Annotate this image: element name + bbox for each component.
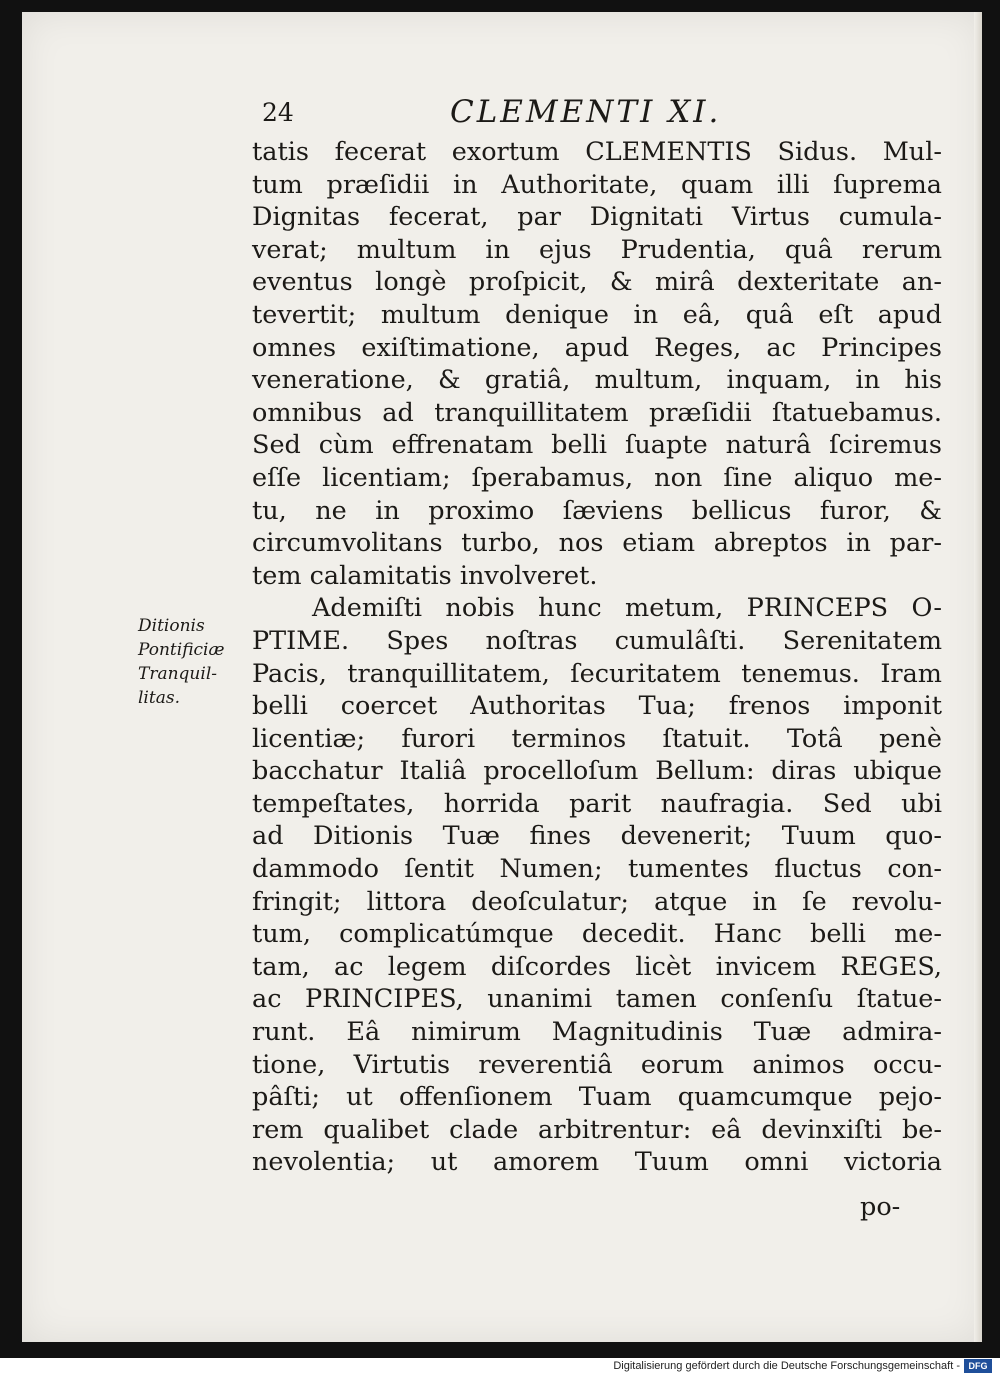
text-line: Dignitas fecerat, par Dignitati Virtus cumula-: [252, 202, 942, 233]
text-line: eſſe licentiam; ſperabamus, non ſine aliquo me-: [252, 462, 942, 493]
text-line: Ademiſti nobis hunc metum, PRINCEPS O-: [312, 593, 942, 624]
text-line: omnes exiſtimatione, apud Reges, ac Principes: [252, 332, 942, 363]
margin-note-line: Ditionis: [138, 616, 205, 636]
margin-note-line: litas.: [138, 688, 180, 708]
text-line: eventus longè proſpicit, & mirâ dexteritate an-: [252, 267, 942, 298]
text-line: tatis fecerat exortum CLEMENTIS Sidus. Mul-: [252, 137, 942, 167]
margin-note-line: Pontificiæ: [138, 640, 225, 660]
text-line: tem calamitatis involveret.: [252, 560, 598, 591]
text-line: runt. Eâ nimirum Magnitudinis Tuæ admira-: [252, 1017, 942, 1048]
text-line: tempeſtates, horrida parit naufragia. Sed ubi: [252, 788, 942, 819]
footer-bar: [0, 1358, 1000, 1376]
text-line: tu, ne in proximo ſæviens bellicus furor, &: [252, 495, 942, 526]
text-line: bacchatur Italiâ procelloſum Bellum: diras ubique: [252, 756, 942, 787]
page-edge: [974, 12, 982, 1342]
text-line: PTIME. Spes noſtras cumulâſti. Serenitatem: [252, 625, 942, 656]
text-line: veneratione, & gratiâ, multum, inquam, in his: [252, 365, 942, 396]
text-line: Pacis, tranquillitatem, ſecuritatem tenemus. Iram: [252, 658, 942, 689]
catchword: po-: [860, 1192, 901, 1222]
text-line: tam, ac legem diſcordes licèt invicem REGES,: [252, 951, 942, 982]
text-line: tum, complicatúmque decedit. Hanc belli me-: [252, 919, 942, 950]
text-line: verat; multum in ejus Prudentia, quâ rerum: [252, 234, 942, 265]
text-line: nevolentia; ut amorem Tuum omni victoria: [252, 1147, 942, 1178]
footer-credit: Digitalisierung gefördert durch die Deutsche Forschungsgemeinschaft -: [613, 1360, 960, 1372]
page-number: 24: [262, 98, 294, 127]
running-title: CLEMENTI XI.: [450, 94, 722, 130]
margin-note: [138, 614, 248, 710]
text-line: tione, Virtutis reverentiâ eorum animos occu-: [252, 1049, 942, 1080]
text-line: belli coercet Authoritas Tua; frenos imponit: [252, 691, 942, 722]
text-line: ac PRINCIPES, unanimi tamen conſenſu ſtatue-: [252, 984, 942, 1015]
text-line: tevertit; multum denique in eâ, quâ eſt apud: [252, 299, 942, 330]
text-line: pâſti; ut offenſionem Tuam quamcumque pejo-: [252, 1082, 942, 1113]
margin-note-line: Tranquil-: [138, 664, 217, 684]
text-line: fringit; littora deoſculatur; atque in ſe revolu-: [252, 886, 942, 917]
text-line: licentiæ; furori terminos ſtatuit. Totâ penè: [252, 723, 942, 754]
text-line: Sed cùm effrenatam belli ſuapte naturâ ſciremus: [252, 430, 942, 461]
text-line: rem qualibet clade arbitrentur: eâ devinxiſti be-: [252, 1114, 942, 1145]
text-line: omnibus ad tranquillitatem præſidii ſtatuebamus.: [252, 397, 942, 428]
text-line: circumvolitans turbo, nos etiam abreptos in par-: [252, 528, 942, 559]
text-line: dammodo ſentit Numen; tumentes fluctus con-: [252, 854, 942, 885]
text-line: ad Ditionis Tuæ fines devenerit; Tuum quo-: [252, 821, 942, 852]
dfg-logo: DFG: [964, 1359, 992, 1373]
body-text: [252, 136, 942, 1179]
text-line: tum præſidii in Authoritate, quam illi ſuprema: [252, 169, 942, 200]
